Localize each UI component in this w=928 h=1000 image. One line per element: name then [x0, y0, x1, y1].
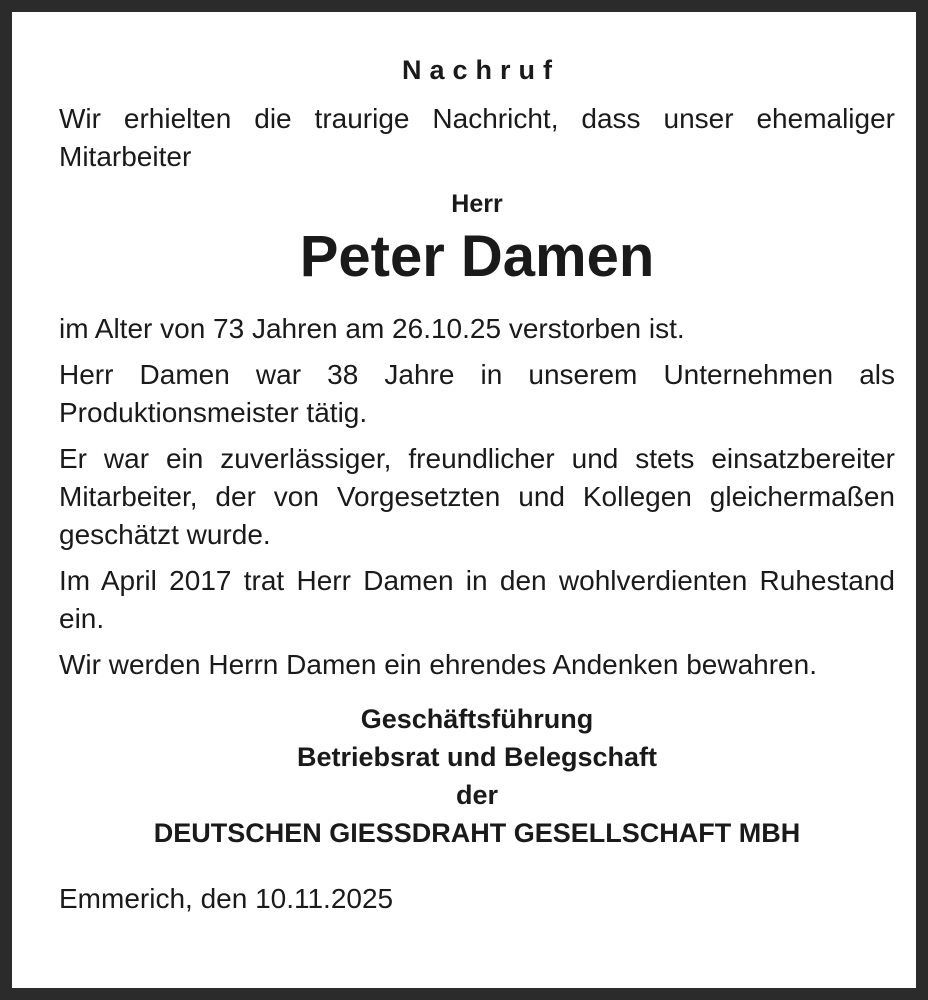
salutation: Herr — [451, 190, 503, 218]
place-date: Emmerich, den 10.11.2025 — [59, 883, 394, 914]
paragraph-career: Herr Damen war 38 Jahre in unserem Unternehmen als Produktionsmeister tätig. — [59, 359, 895, 428]
signature-line-works-council: Betriebsrat und Belegschaft — [296, 742, 658, 772]
paragraph-character: Er war ein zuverlässiger, freundlicher und stets einsatzbereiter Mitarbeiter, der von Vorgesetzten und Kollegen gleichermaßen geschätzt wurde. — [59, 443, 895, 550]
signature-line-company: DEUTSCHEN GIESSDRAHT GESELLSCHAFT MBH — [153, 818, 801, 848]
deceased-name: Peter Damen — [299, 224, 655, 289]
paragraph-retirement: Im April 2017 trat Herr Damen in den wohlverdienten Ruhestand ein. — [59, 565, 895, 634]
signature-block — [59, 700, 895, 852]
notice-title: Nachruf — [401, 55, 560, 85]
intro-text: Wir erhielten die traurige Nachricht, dass unser ehemaliger Mitarbeiter — [59, 103, 895, 172]
signature-line-management: Geschäftsführung — [360, 704, 594, 734]
age-line: im Alter von 73 Jahren am 26.10.25 verstorben ist. — [59, 313, 685, 344]
signature-line-der: der — [455, 780, 499, 810]
paragraph-remembrance: Wir werden Herrn Damen ein ehrendes Andenken bewahren. — [59, 649, 817, 680]
obituary-content — [59, 50, 895, 918]
